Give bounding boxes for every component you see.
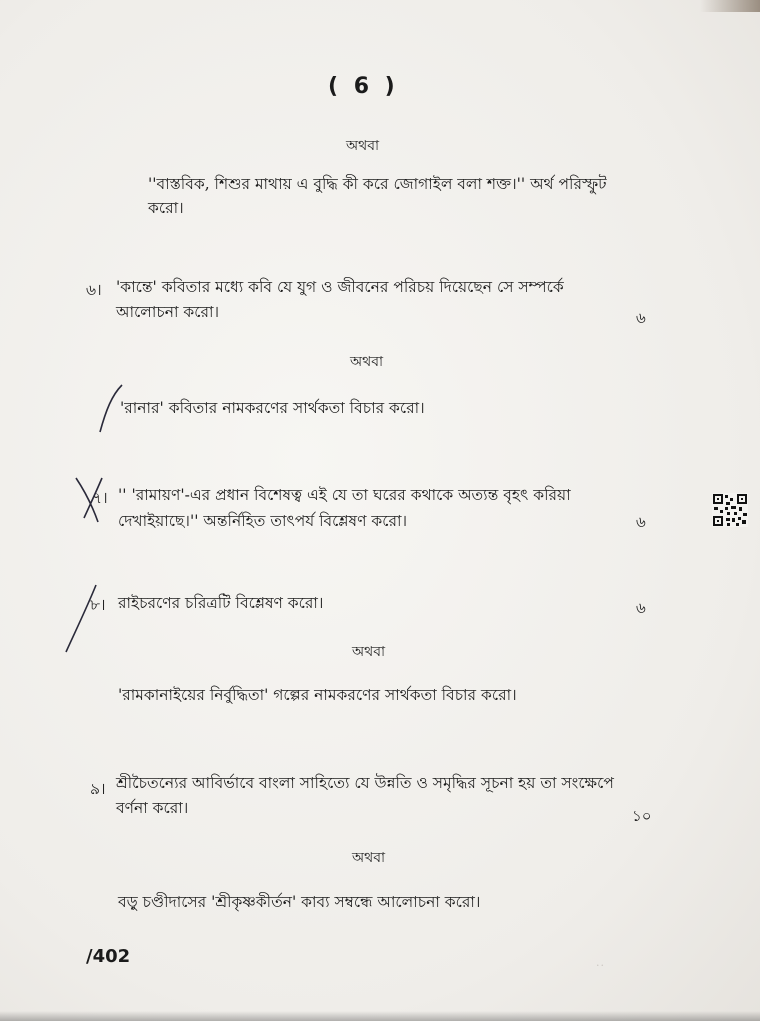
- faint-bleed-through: ..: [596, 956, 605, 969]
- paper-code: /402: [86, 946, 131, 967]
- question-marks: ৬: [636, 513, 646, 531]
- or-label: অথবা: [350, 354, 384, 370]
- question-line: বর্ণনা করো।: [116, 799, 189, 817]
- cross-mark-icon: [84, 478, 102, 518]
- or-label: অথবা: [346, 138, 380, 154]
- page-number: ( 6 ): [328, 74, 399, 99]
- question-marks: ৬: [636, 599, 646, 617]
- page-bottom-shadow: [0, 1011, 760, 1021]
- question-line: '' 'রামায়ণ'-এর প্রধান বিশেষত্ব এই যে তা ঘরের কথাকে অত্যন্ত বৃহৎ করিয়া: [118, 486, 571, 504]
- cross-mark-icon: [76, 478, 98, 522]
- question-line: শ্রীচৈতন্যের আবির্ভাবে বাংলা সাহিত্যে যে উন্নতি ও সমৃদ্ধির সূচনা হয় তা সংক্ষেপে: [116, 774, 614, 792]
- question-marks: ৬: [636, 309, 646, 327]
- question-number: ৬।: [86, 281, 102, 299]
- question-number: ৮।: [90, 596, 106, 614]
- alt-question-line: 'রানার' কবিতার নামকরণের সার্থকতা বিচার করো।: [120, 399, 425, 417]
- or-label: অথবা: [352, 850, 386, 866]
- question-number: ৭।: [92, 489, 108, 507]
- tick-mark-icon: [100, 385, 122, 432]
- alt-question-line: 'রামকানাইয়ের নির্বুদ্ধিতা' গল্পের নামকরণের সার্থকতা বিচার করো।: [118, 686, 517, 704]
- alt-question-line: ''বাস্তবিক, শিশুর মাথায় এ বুদ্ধি কী করে জোগাইল বলা শক্ত।'' অর্থ পরিস্ফুট: [148, 175, 607, 193]
- alt-question-line: করো।: [148, 199, 184, 217]
- question-marks: ১০: [632, 807, 652, 825]
- alt-question-line: বড়ু চণ্ডীদাসের 'শ্রীকৃষ্ণকীর্তন' কাব্য সম্বন্ধে আলোচনা করো।: [118, 893, 481, 911]
- tick-mark-icon: [66, 585, 96, 652]
- question-line: আলোচনা করো।: [116, 303, 220, 321]
- question-line: দেখাইয়াছে।'' অন্তর্নিহিত তাৎপর্য বিশ্লেষণ করো।: [118, 512, 408, 530]
- question-number: ৯।: [90, 780, 106, 798]
- question-line: রাইচরণের চরিত্রটি বিশ্লেষণ করো।: [118, 594, 324, 612]
- question-line: 'কান্তে' কবিতার মধ্যে কবি যে যুগ ও জীবনের পরিচয় দিয়েছেন সে সম্পর্কে: [116, 278, 564, 296]
- or-label: অথবা: [352, 644, 386, 660]
